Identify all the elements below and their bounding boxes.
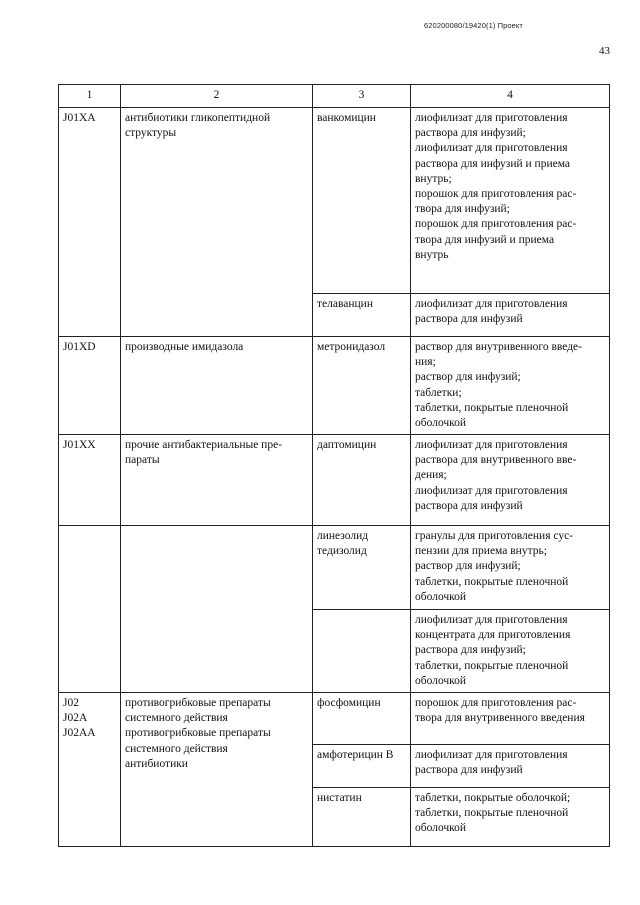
table-header-row: [59, 85, 610, 108]
forms-cell: [411, 526, 610, 610]
cell-text-line: противогрибковые препараты: [125, 727, 271, 740]
cell-text-line: даптомицин: [317, 439, 377, 451]
cell-text-line: лиофилизат для приготовления: [415, 749, 568, 761]
drug-cell: [313, 693, 411, 745]
code-cell: [59, 108, 121, 337]
forms-cell: [411, 435, 610, 526]
column-header: 1: [59, 85, 121, 108]
cell-text-line: порошок для приготовления рас-: [415, 188, 577, 201]
cell-text-line: раствора для инфузий;: [415, 127, 526, 140]
cell-text-line: внутрь: [415, 248, 449, 261]
cell-text-line: ния;: [415, 356, 436, 369]
table-row: [59, 526, 610, 610]
cell-text-line: твора для инфузий;: [415, 203, 510, 216]
table-row: [59, 108, 610, 294]
cell-text-line: амфотерицин В: [317, 749, 394, 761]
cell-text-line: антибиотики гликопептидной: [125, 112, 271, 124]
group-cell: [121, 435, 313, 526]
cell-text-line: раствора для инфузий и приема: [415, 157, 571, 170]
cell-text-line: лиофилизат для приготовления: [415, 614, 568, 626]
drug-cell: [313, 435, 411, 526]
code-cell: [59, 435, 121, 526]
cell-text-line: системного действия: [125, 712, 228, 725]
forms-cell: [411, 788, 610, 847]
cell-text-line: прочие антибактериальные пре-: [125, 439, 283, 451]
document-code: 620200080/19420(1) Проект: [424, 21, 523, 30]
cell-text-line: лиофилизат для приготовления: [415, 484, 568, 497]
drug-cell: [313, 745, 411, 788]
forms-cell: [411, 745, 610, 788]
table-row: [59, 693, 610, 745]
cell-text-line: таблетки, покрытые пленочной: [415, 807, 569, 820]
group-cell: [121, 337, 313, 435]
cell-text-line: лиофилизат для приготовления: [415, 298, 568, 310]
cell-text-line: порошок для приготовления рас-: [415, 697, 577, 709]
cell-text-line: порошок для приготовления рас-: [415, 218, 577, 231]
drug-cell: [313, 337, 411, 435]
group-cell: [121, 108, 313, 337]
cell-text-line: J01XA: [63, 112, 96, 124]
cell-text-line: лиофилизат для приготовления: [415, 112, 568, 124]
code-cell: [59, 526, 121, 693]
forms-cell: [411, 108, 610, 294]
cell-text-line: твора для инфузий и приема: [415, 233, 555, 246]
cell-text-line: противогрибковые препараты: [125, 697, 271, 709]
cell-text-line: оболочкой: [415, 417, 467, 430]
cell-text-line: антибиотики: [125, 757, 188, 770]
column-header: 2: [121, 85, 313, 108]
code-cell: [59, 693, 121, 847]
cell-text-line: фосфомицин: [317, 697, 381, 709]
cell-text-line: дения;: [415, 469, 447, 482]
cell-text-line: таблетки, покрытые пленочной: [415, 401, 569, 414]
cell-text-line: гранулы для приготовления сус-: [415, 530, 574, 542]
cell-text-line: таблетки, покрытые пленочной: [415, 575, 569, 588]
cell-text-line: раствора для внутривенного вве-: [415, 454, 577, 467]
drug-table: [58, 84, 610, 847]
cell-text-line: тедизолид: [317, 545, 367, 558]
cell-text-line: таблетки, покрытые оболочкой;: [415, 792, 571, 804]
cell-text-line: J02A: [63, 712, 88, 725]
table-row: [59, 337, 610, 435]
forms-cell: [411, 294, 610, 337]
cell-text-line: структуры: [125, 127, 177, 140]
cell-text-line: раствора для инфузий: [415, 499, 523, 512]
cell-text-line: лиофилизат для приготовления: [415, 439, 568, 451]
cell-text-line: раствора для инфузий: [415, 764, 523, 777]
group-cell: [121, 526, 313, 693]
table-row: [59, 435, 610, 526]
cell-text-line: внутрь;: [415, 172, 452, 185]
drug-cell: [313, 526, 411, 610]
cell-text-line: J02: [63, 697, 79, 709]
cell-text-line: линезолид: [317, 530, 369, 542]
cell-text-line: J01XX: [63, 439, 96, 451]
code-cell: [59, 337, 121, 435]
cell-text-line: ванкомицин: [317, 112, 376, 124]
cell-text-line: метронидазол: [317, 341, 386, 353]
group-cell: [121, 693, 313, 847]
cell-text-line: твора для внутривенного введения: [415, 712, 585, 725]
drug-cell: [313, 294, 411, 337]
drug-cell: [313, 108, 411, 294]
cell-text-line: таблетки, покрытые пленочной: [415, 659, 569, 672]
forms-cell: [411, 693, 610, 745]
cell-text-line: нистатин: [317, 792, 362, 804]
cell-text-line: оболочкой: [415, 590, 467, 603]
table-body: [59, 108, 610, 847]
cell-text-line: оболочкой: [415, 674, 467, 687]
cell-text-line: параты: [125, 454, 160, 467]
cell-text-line: раствор для внутривенного введе-: [415, 341, 582, 353]
cell-text-line: раствор для инфузий;: [415, 560, 521, 573]
page-number: 43: [599, 45, 610, 57]
column-header: 3: [313, 85, 411, 108]
cell-text-line: лиофилизат для приготовления: [415, 142, 568, 155]
cell-text-line: телаванцин: [317, 298, 373, 310]
cell-text-line: раствора для инфузий: [415, 313, 523, 326]
cell-text-line: таблетки;: [415, 386, 462, 399]
cell-text-line: концентрата для приготовления: [415, 629, 571, 642]
cell-text-line: J01XD: [63, 341, 96, 353]
cell-text-line: оболочкой: [415, 822, 467, 835]
cell-text-line: раствор для инфузий;: [415, 371, 521, 384]
cell-text-line: J02AA: [63, 727, 96, 740]
forms-cell: [411, 610, 610, 693]
forms-cell: [411, 337, 610, 435]
cell-text-line: раствора для инфузий;: [415, 644, 526, 657]
column-header: 4: [411, 85, 610, 108]
drug-cell: [313, 788, 411, 847]
drug-cell: [313, 610, 411, 693]
cell-text-line: производные имидазола: [125, 341, 244, 353]
cell-text-line: системного действия: [125, 742, 228, 755]
cell-text-line: пензии для приема внутрь;: [415, 545, 547, 558]
